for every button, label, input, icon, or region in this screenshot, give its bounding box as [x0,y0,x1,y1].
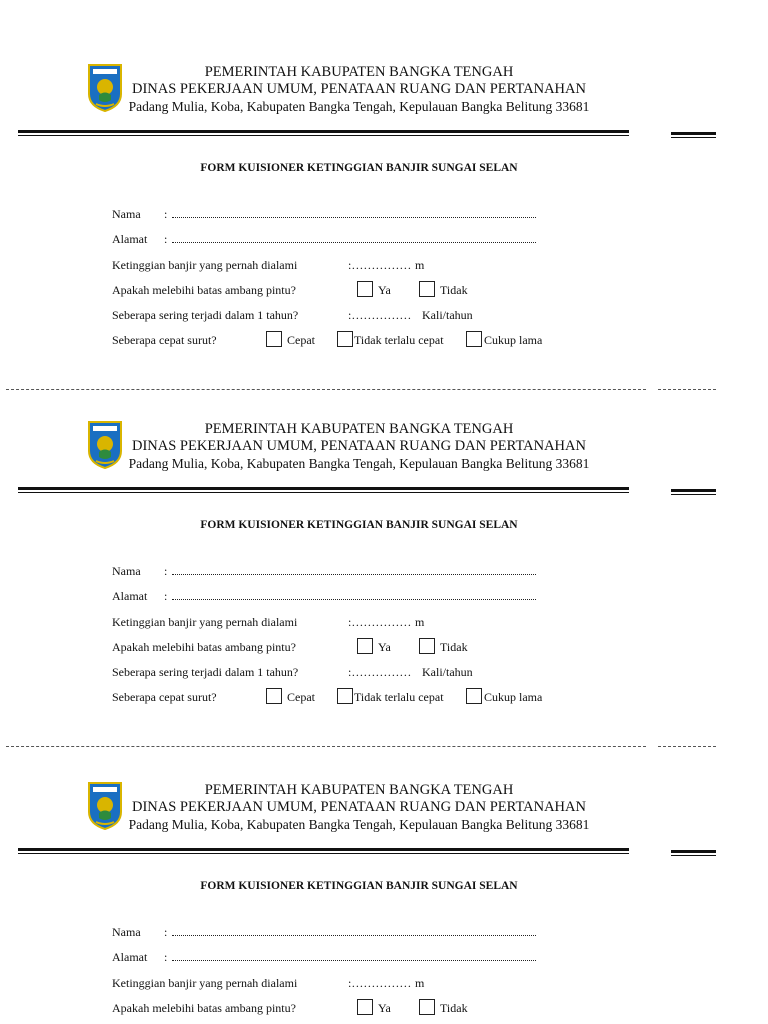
ambang-ya-checkbox[interactable] [357,999,373,1015]
sering-label: Seberapa sering terjadi dalam 1 tahun? [112,665,299,679]
letterhead-department: DINAS PEKERJAAN UMUM, PENATAAN RUANG DAN PERTANAHAN [132,799,586,815]
nama-label: Nama [112,564,141,578]
nama-colon: : [164,564,168,578]
nama-input-line[interactable] [172,574,536,575]
letterhead-department: DINAS PEKERJAAN UMUM, PENATAAN RUANG DAN PERTANAHAN [132,81,586,97]
alamat-colon: : [164,589,168,603]
letterhead-address: Padang Mulia, Koba, Kabupaten Bangka Tengah, Kepulauan Bangka Belitung 33681 [128,456,590,471]
alamat-input-line[interactable] [172,242,536,243]
ambang-label: Apakah melebihi batas ambang pintu? [112,1001,296,1015]
alamat-input-line[interactable] [172,599,536,600]
ambang-ya-checkbox[interactable] [357,281,373,297]
letterhead-department: DINAS PEKERJAAN UMUM, PENATAAN RUANG DAN PERTANAHAN [132,438,586,454]
alamat-label: Alamat [112,232,148,246]
letterhead-address: Padang Mulia, Koba, Kabupaten Bangka Tengah, Kepulauan Bangka Belitung 33681 [128,817,590,832]
ambang-tidak-label: Tidak [440,640,468,654]
nama-input-line[interactable] [172,935,536,936]
surut-cepat-checkbox[interactable] [266,688,282,704]
regency-coat-of-arms-icon [88,782,122,830]
ketinggian-label: Ketinggian banjir yang pernah dialami [112,258,298,272]
ambang-label: Apakah melebihi batas ambang pintu? [112,640,296,654]
ambang-ya-label: Ya [378,640,391,654]
ambang-tidak-checkbox[interactable] [419,638,435,654]
ketinggian-label: Ketinggian banjir yang pernah dialami [112,615,298,629]
letterhead-rule [18,130,629,137]
nama-colon: : [164,925,168,939]
alamat-colon: : [164,232,168,246]
sering-unit: Kali/tahun [422,665,473,679]
surut-label: Seberapa cepat surut? [112,690,217,704]
letterhead-government: PEMERINTAH KABUPATEN BANGKA TENGAH [204,64,514,80]
surut-tidak-terlalu-checkbox[interactable] [337,688,353,704]
alamat-colon: : [164,950,168,964]
ambang-tidak-checkbox[interactable] [419,999,435,1015]
surut-label: Seberapa cepat surut? [112,333,217,347]
surut-cukup-lama-label: Cukup lama [484,690,543,704]
letterhead [124,64,594,115]
letterhead [124,421,594,472]
letterhead-government: PEMERINTAH KABUPATEN BANGKA TENGAH [204,782,514,798]
surut-cepat-label: Cepat [287,333,315,347]
ketinggian-unit: m [415,976,425,990]
alamat-input-line[interactable] [172,960,536,961]
ketinggian-unit: m [415,258,425,272]
surut-tidak-terlalu-checkbox[interactable] [337,331,353,347]
form-title: FORM KUISIONER KETINGGIAN BANJIR SUNGAI SELAN [200,880,518,892]
surut-tidak-terlalu-label: Tidak terlalu cepat [354,690,444,704]
ambang-label: Apakah melebihi batas ambang pintu? [112,283,296,297]
alamat-label: Alamat [112,950,148,964]
surut-cepat-label: Cepat [287,690,315,704]
form-copy-3 [0,718,768,1024]
letterhead-rule-fragment [671,489,716,494]
form-title: FORM KUISIONER KETINGGIAN BANJIR SUNGAI SELAN [200,519,518,531]
ketinggian-input[interactable]: :…………… [348,258,412,272]
ketinggian-input[interactable]: :…………… [348,976,412,990]
regency-coat-of-arms-icon [88,64,122,112]
ambang-ya-label: Ya [378,283,391,297]
ambang-ya-checkbox[interactable] [357,638,373,654]
surut-cukup-lama-label: Cukup lama [484,333,543,347]
sering-input[interactable]: :…………… [348,308,412,322]
letterhead-rule [18,848,629,855]
surut-cukup-lama-checkbox[interactable] [466,331,482,347]
nama-label: Nama [112,925,141,939]
ambang-tidak-label: Tidak [440,283,468,297]
ketinggian-unit: m [415,615,425,629]
form-copy-2 [0,357,768,714]
letterhead-rule-fragment [671,132,716,137]
surut-cukup-lama-checkbox[interactable] [466,688,482,704]
letterhead-government: PEMERINTAH KABUPATEN BANGKA TENGAH [204,421,514,437]
form-title: FORM KUISIONER KETINGGIAN BANJIR SUNGAI SELAN [200,162,518,174]
surut-cepat-checkbox[interactable] [266,331,282,347]
form-copy-1 [0,0,768,357]
sering-input[interactable]: :…………… [348,665,412,679]
sering-label: Seberapa sering terjadi dalam 1 tahun? [112,308,299,322]
ketinggian-input[interactable]: :…………… [348,615,412,629]
letterhead [124,782,594,833]
letterhead-address: Padang Mulia, Koba, Kabupaten Bangka Tengah, Kepulauan Bangka Belitung 33681 [128,99,590,114]
nama-input-line[interactable] [172,217,536,218]
surut-tidak-terlalu-label: Tidak terlalu cepat [354,333,444,347]
ketinggian-label: Ketinggian banjir yang pernah dialami [112,976,298,990]
ambang-tidak-checkbox[interactable] [419,281,435,297]
regency-coat-of-arms-icon [88,421,122,469]
letterhead-rule [18,487,629,494]
nama-label: Nama [112,207,141,221]
nama-colon: : [164,207,168,221]
letterhead-rule-fragment [671,850,716,855]
alamat-label: Alamat [112,589,148,603]
ambang-tidak-label: Tidak [440,1001,468,1015]
ambang-ya-label: Ya [378,1001,391,1015]
sering-unit: Kali/tahun [422,308,473,322]
